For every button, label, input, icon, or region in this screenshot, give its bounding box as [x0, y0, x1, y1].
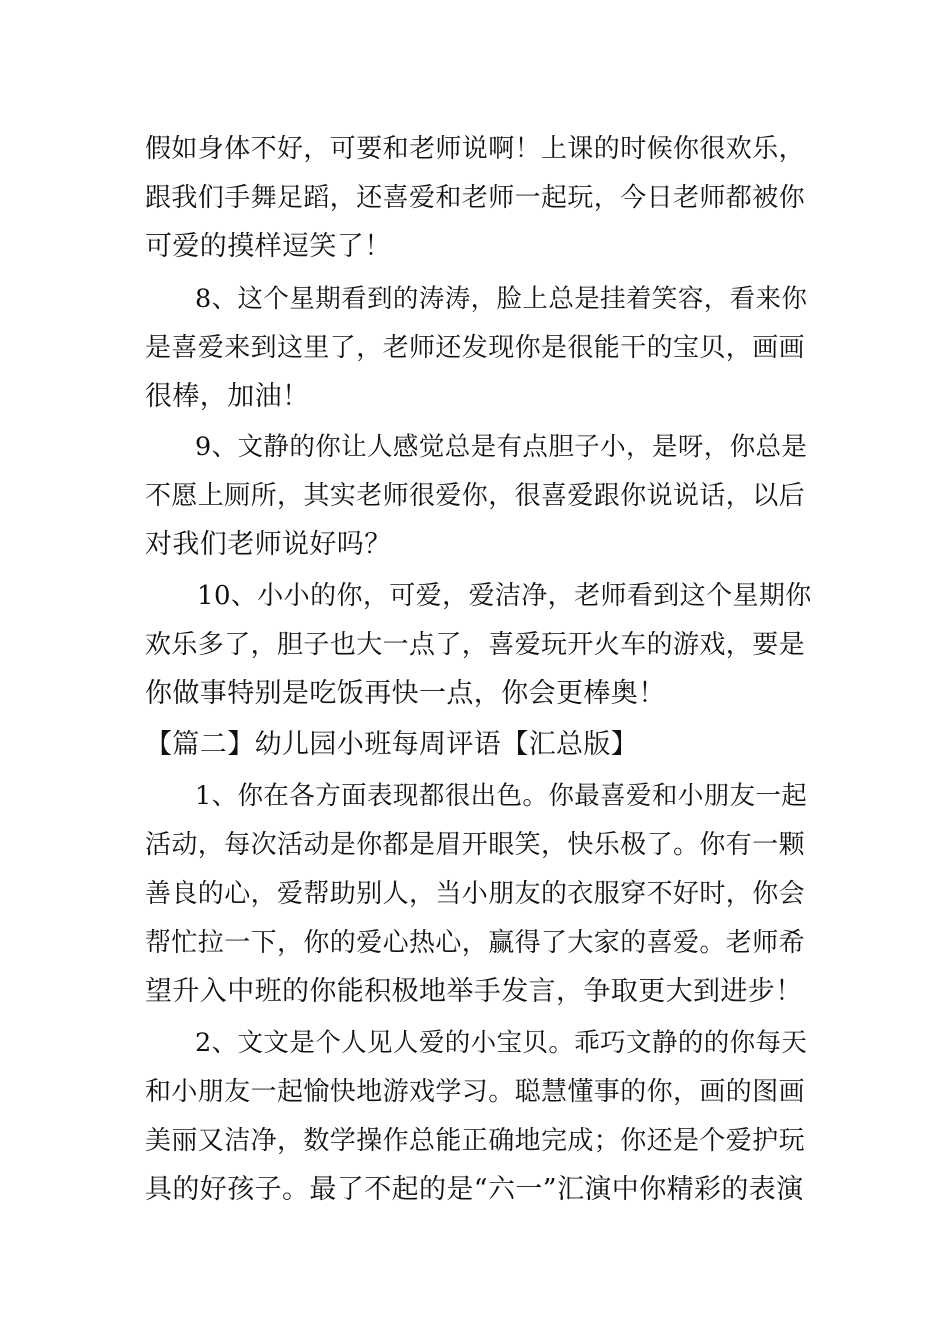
text-line: 美丽又洁净，数学操作总能正确地完成；你还是个爱护玩 — [145, 1126, 806, 1156]
text-line: 你做事特别是吃饭再快一点，你会更棒奥！ — [145, 678, 666, 709]
text-line: 具的好孩子。最了不起的是“六一”汇演中你精彩的表演 — [145, 1174, 804, 1205]
text-line: 1、你在各方面表现都很出色。你最喜爱和小朋友一起 — [195, 781, 808, 811]
text-line: 善良的心，爱帮助别人，当小朋友的衣服穿不好时，你会 — [145, 879, 806, 909]
text-line: 欢乐多了，胆子也大一点了，喜爱玩开火车的游戏，要是 — [145, 630, 806, 660]
text-line: 假如身体不好，可要和老师说啊！上课的时候你很欢乐， — [145, 134, 806, 164]
text-line: 对我们老师说好吗？ — [145, 529, 392, 560]
text-line: 很棒，加油！ — [145, 381, 310, 412]
text-line: 是喜爱来到这里了，老师还发现你是很能干的宝贝，画画 — [145, 333, 806, 363]
text-line: 8、这个星期看到的涛涛，脸上总是挂着笑容，看来你 — [195, 284, 808, 314]
text-line: 活动，每次活动是你都是眉开眼笑，快乐极了。你有一颗 — [145, 830, 806, 860]
text-line: 9、文静的你让人感觉总是有点胆子小，是呀，你总是 — [195, 432, 808, 462]
section-heading: 【篇二】幼儿园小班每周评语【汇总版】 — [145, 729, 639, 760]
text-line: 不愿上厕所，其实老师很爱你，很喜爱跟你说说话，以后 — [145, 481, 806, 511]
text-line: 帮忙拉一下，你的爱心热心，赢得了大家的喜爱。老师希 — [145, 928, 806, 958]
text-line: 跟我们手舞足蹈，还喜爱和老师一起玩，今日老师都被你 — [145, 183, 806, 213]
text-line: 2、文文是个人见人爱的小宝贝。乖巧文静的的你每天 — [195, 1028, 808, 1058]
text-line: 和小朋友一起愉快地游戏学习。聪慧懂事的你，画的图画 — [145, 1077, 806, 1107]
text-line: 可爱的摸样逗笑了！ — [145, 231, 392, 262]
text-line: 10、小小的你，可爱，爱洁净，老师看到这个星期你 — [197, 581, 812, 611]
text-line: 望升入中班的你能积极地举手发言，争取更大到进步！ — [145, 976, 803, 1007]
